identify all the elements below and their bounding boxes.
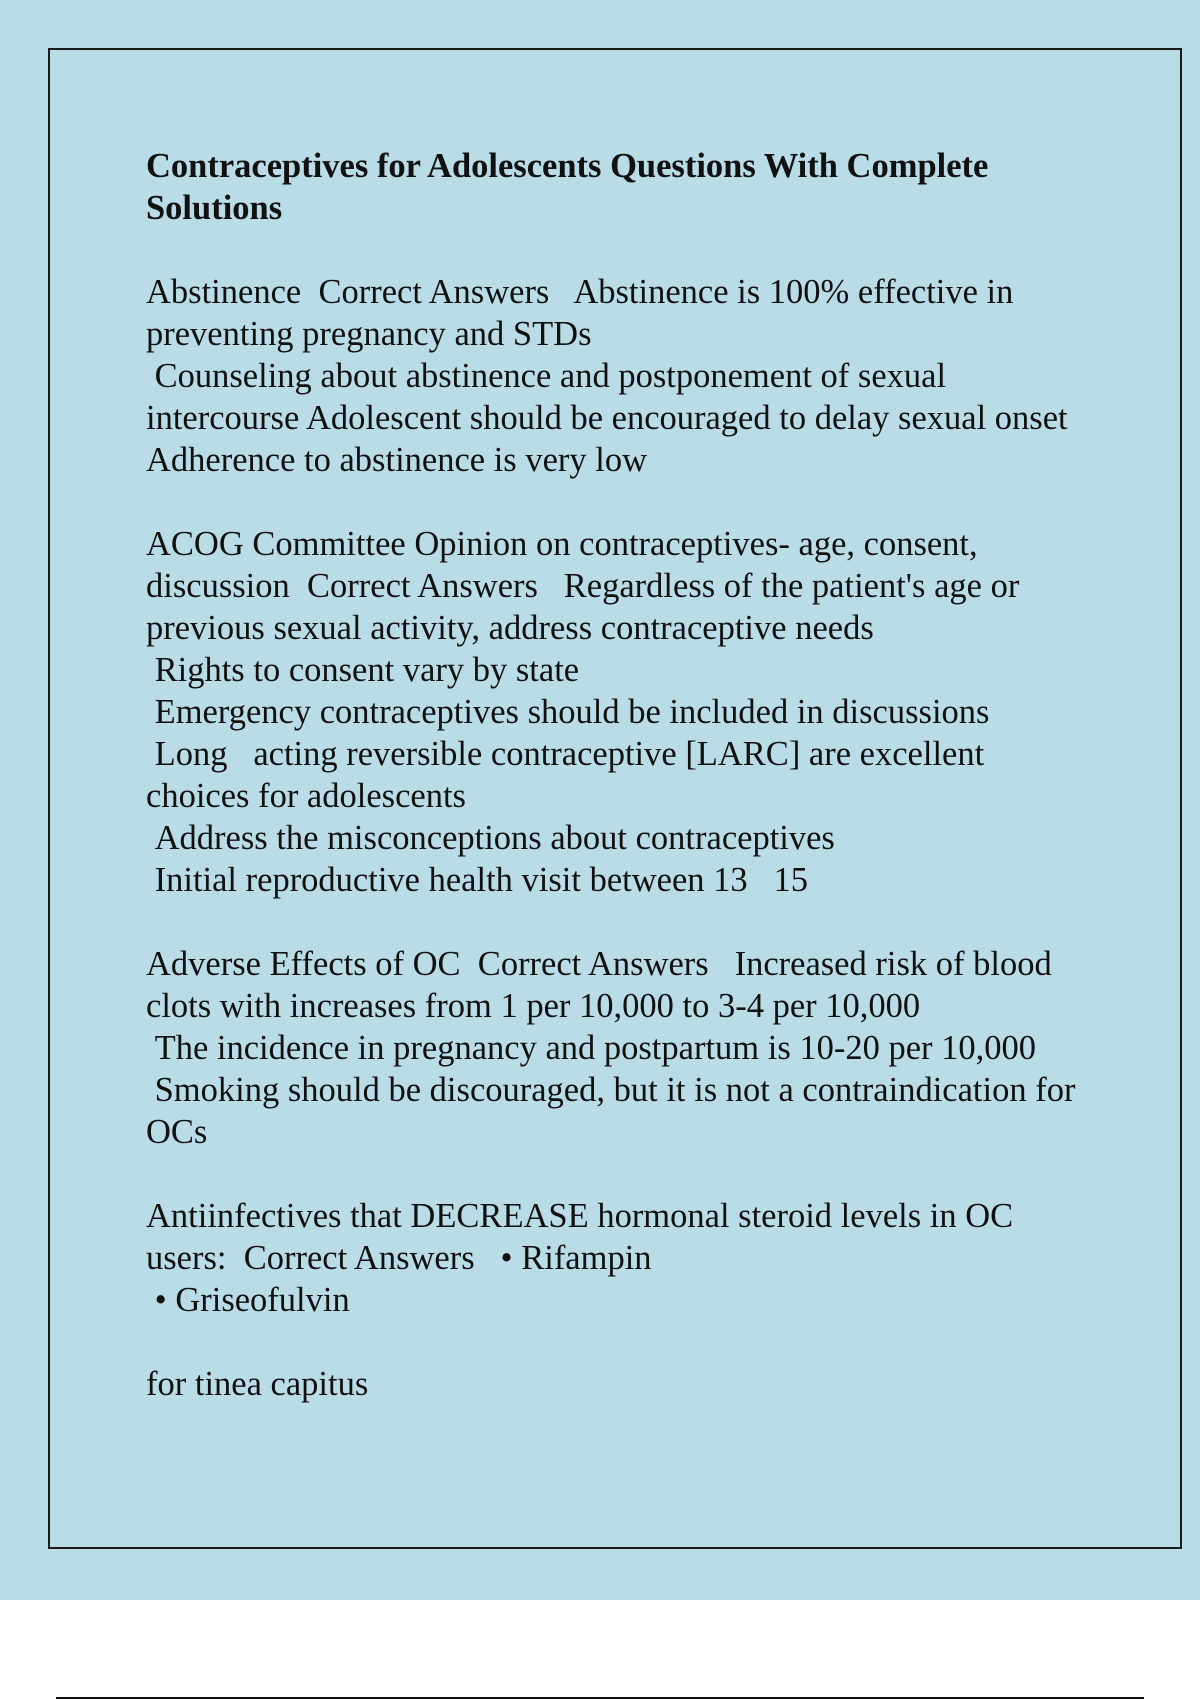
- paragraph: Abstinence Correct Answers Abstinence is 100% effective in preventing pregnancy and STDs: [146, 273, 1023, 353]
- document-body: [146, 145, 1091, 1405]
- page-bottom-divider: [56, 1697, 1144, 1699]
- qa-block-antiinfectives: [146, 1195, 1091, 1321]
- paragraph: The incidence in pregnancy and postpartum is 10-20 per 10,000: [146, 1029, 1037, 1067]
- paragraph: ACOG Committee Opinion on contraceptives- age, consent, discussion Correct Answers Regardless of the patient's age or previous sexual activity, address contraceptive needs: [146, 525, 1028, 647]
- paragraph: Counseling about abstinence and postponement of sexual intercourse Adolescent should be encouraged to delay sexual onset Adherence to abstinence is very low: [146, 357, 1075, 479]
- paragraph: Emergency contraceptives should be included in discussions: [146, 693, 990, 731]
- paragraph: Address the misconceptions about contraceptives: [146, 819, 835, 857]
- qa-block-adverse-effects: [146, 943, 1091, 1153]
- qa-block-tinea: [146, 1363, 1091, 1405]
- paragraph: • Griseofulvin: [146, 1281, 350, 1319]
- document-title: Contraceptives for Adolescents Questions With Complete Solutions: [146, 147, 989, 227]
- paragraph: Smoking should be discouraged, but it is not a contraindication for OCs: [146, 1071, 1085, 1151]
- paragraph: Adverse Effects of OC Correct Answers Increased risk of blood clots with increases from 1 per 10,000 to 3-4 per 10,000: [146, 945, 1061, 1025]
- paragraph: Rights to consent vary by state: [146, 651, 580, 689]
- paragraph: Antiinfectives that DECREASE hormonal steroid levels in OC users: Correct Answers • Rifampin: [146, 1197, 1022, 1277]
- qa-block-abstinence: [146, 271, 1091, 481]
- paragraph: Long acting reversible contraceptive [LARC] are excellent choices for adolescents: [146, 735, 993, 815]
- qa-block-acog: [146, 523, 1091, 901]
- paragraph: Initial reproductive health visit between 13 15: [146, 861, 809, 899]
- paragraph: for tinea capitus: [146, 1365, 369, 1403]
